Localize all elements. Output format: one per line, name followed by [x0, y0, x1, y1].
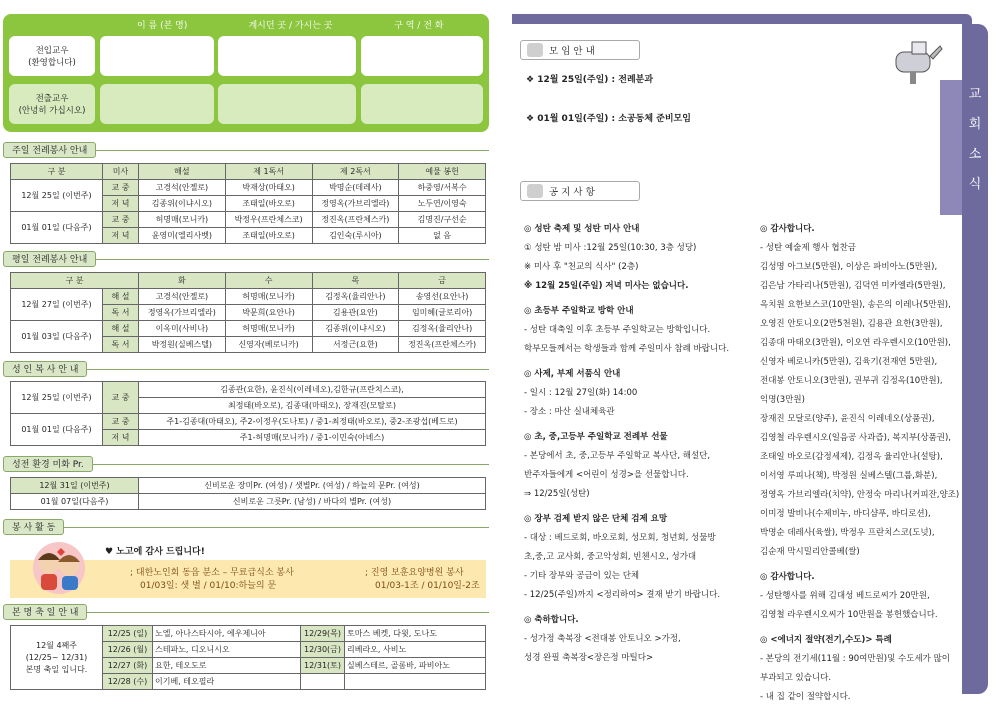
notice-line: - 일시 : 12월 27일(화) 14:00 [524, 388, 638, 398]
notice-line: 반주자들에게 <어린이 성경>을 선물합니다. [524, 470, 689, 480]
notice-line: 김종대 마태오(3만원), 이오연 라우렌시오(10만원), [760, 338, 951, 348]
notice-line: 박명순 데레사(육쌀), 박정우 프란치스코(도넛), [760, 528, 935, 538]
notice-line: - 성탄행사를 위해 김대성 베드로씨가 20만원, [760, 591, 930, 601]
communion-title: 성 인 복 사 안 내 [3, 361, 87, 377]
notice-line: 김순재 막시밀리안콜베(쌀) [760, 547, 860, 557]
service-banner [10, 540, 486, 598]
out-name-field[interactable] [100, 84, 214, 124]
notice-line: 김영철 라우렌시오씨가 10만원을 봉헌했습니다. [760, 610, 938, 620]
notice-line: 성경 완필 축복장<장은정 마틸다> [524, 653, 654, 663]
notice-line: ◎ 장부 검제 받지 않은 단체 검제 요망 [524, 514, 668, 524]
notice-line: ◎ <에너지 절약(전기,수도)> 특례 [760, 635, 892, 645]
out-place-field[interactable] [218, 84, 356, 124]
notice-right-column [760, 220, 960, 707]
notice-line: - 장소 : 마산 실내체육관 [524, 407, 615, 417]
feast-title: 본 명 축 일 안 내 [3, 604, 87, 620]
service-right-line2: 01/03-1조 / 01/10일-2조 [375, 581, 480, 591]
meeting-header: 모 임 안 내 [520, 40, 640, 60]
notice-line: - 성탄 예술제 행사 협찬금 [760, 243, 856, 253]
out-label-box: 전출교우 (안녕히 가십시오) [9, 84, 95, 124]
notice-line: ⇒ 12/25일(성탄) [524, 489, 590, 499]
service-title: 봉 사 활 동 [3, 519, 64, 535]
notice-line: 조태일 바오로(감정세제), 김정옥 율리안나(설탕), [760, 452, 943, 462]
notice-line: - 본당에서 초, 중,고등부 주일학교 복사단, 해설단, [524, 451, 711, 461]
in-label-box: 전입교우 (환영합니다) [9, 36, 95, 76]
weekday-table: 구 분 화 수 목 금 12월 27일 (이번주) 해 설 고경석(안젤로) 허명매(모니카) 김정옥(율리안나) 송영선(요안나) 독 서 정영옥(가브리엘라) 박문희(요안나) 김용관(요안) 임미혜(글로리아) 01월 03일 (다음주) 해 설 이옥미(사비나) 허명매(모니카) 김종위(이냐시오) 김정옥(율리안나) 독 서 박정원(실베스텔) 신영자(베로니카) 서정근(요한) 정진옥(프란체스카) [10, 272, 486, 353]
notice-header: 공 지 사 항 [520, 181, 640, 201]
bulletin-vertical-title: 교 회 소 식 [968, 87, 982, 192]
notice-line: 김은남 가타리나(5만원), 김덕연 미카엘라(5만원), [760, 281, 946, 291]
notice-left-column [524, 220, 756, 668]
sunday-table: 구 분 미사 해설 제 1독서 제 2독서 예물 봉헌 12월 25일 (이번주) 교 중 고경석(안젤로) 박재상(마태오) 박명순(데레사) 하중영/서복수 저 녁 김종위(이냐시오) 조태일(바오로) 정영옥(가브리엘라) 노두연/이영숙 01월 01일 (다음주) 교 중 허명매(모니카) 박정우(프란체스코) 정진옥(프란체스카) 김명진/구선순 저 녁 윤영미(엘리사벳) 조태일(바오로) 김인숙(루시아) 없 음 [10, 163, 486, 244]
notice-line: - 성탄 대축일 이후 초등부 주일학교는 방학입니다. [524, 325, 711, 335]
bulletin-top-bar [512, 14, 972, 24]
meeting-item-2: ❖ 01월 01일(주일) : 소공동체 준비모임 [526, 114, 691, 124]
meeting-item-1: ❖ 12월 25일(주일) : 전례분과 [526, 75, 654, 85]
notice-line: 이서영 루피나(책), 박정원 실베스텔(그룹,화분), [760, 471, 938, 481]
header-name: 이 름 (본 명) [136, 21, 188, 31]
service-right-line1: ; 진영 보훈요양병원 봉사 [365, 568, 464, 578]
notice-line: - 기타 장부와 공금이 있는 단체 [524, 571, 640, 581]
weekday-title: 평일 전례봉사 안내 [3, 251, 96, 267]
newcomer-panel [3, 14, 489, 132]
notice-line: - 내 집 같이 절약합시다. [760, 692, 851, 702]
notice-line: 전대봉 안토니오(3만원), 권부귀 김정옥(10만원), [760, 376, 943, 386]
header-place: 계시던 곳 / 가시는 곳 [248, 21, 333, 31]
in-place-field[interactable] [218, 36, 356, 76]
notice-line: 정영옥 가브리엘라(치약), 안정숙 마리나(커피잔,양조) [760, 490, 960, 500]
service-left-line1: ; 대한노인회 동읍 분소 – 무료급식소 봉사 [130, 568, 294, 578]
communion-table: 12월 25일 (이번주) 교 중 김종관(요한), 윤진식(이레네오),김한규(프란치스코), 최정태(바오로), 김종대(마태오), 장재진(모탈로) 01월 01일 (다음주) 교 중 주1-김종대(마태오), 주2-이정우(도나토) / 중1-최정태(바오로), 중2-조광섭(베드로) 저 녁 주1-허명매(모니카) / 중1-이민숙(아녜스) [10, 381, 486, 446]
volunteer-illustration [24, 538, 94, 596]
feast-table: 12월 4째주 (12/25~ 12/31) 본명 축일 입니다. 12/25 (일) 노엘, 아나스타시아, 에우제니아 12/29(목) 토마스 베켓, 다윗, 도나도 12/26 (월) 스테파노, 디오니시오 12/30(금) 리베라오, 사비노 12/27 (화) 요한, 테오도로 12/31(토) 실베스테르, 골롬바, 파비아노 12/28 (수) 이기베, 테오필라 [10, 625, 486, 690]
notice-line: ※ 12월 25일(주일) 저녁 미사는 없습니다. [524, 281, 689, 291]
notice-line: 오영진 안토니오(2만5천원), 김용관 요한(3만원), [760, 319, 943, 329]
mailbox-icon [890, 34, 946, 86]
notice-line: - 12/25(주일)까지 <정리하여> 결재 받기 바랍니다. [524, 590, 721, 600]
notice-line: 김성명 아그보(5만원), 이상은 파비아노(5만원), [760, 262, 938, 272]
in-area-field[interactable] [361, 36, 483, 76]
service-left-line2: 01/03일: 샛 별 / 01/10:하늘의 문 [140, 581, 277, 591]
notice-line: ◎ 축하합니다. [524, 615, 579, 625]
notice-line: ◎ 초등부 주일학교 방학 안내 [524, 306, 634, 316]
notice-line: 익명(3만원) [760, 395, 805, 405]
notice-line: ◎ 감사합니다. [760, 224, 815, 234]
notice-line: - 성가정 축복장 <전대봉 안토니오 >가정, [524, 634, 681, 644]
header-area: 구 역 / 전 화 [394, 21, 444, 31]
notice-line: 신영자 베로니카(5만원), 김육기(전재연 5만원), [760, 357, 938, 367]
notice-line: ◎ 성탄 축제 및 성탄 미사 안내 [524, 224, 640, 234]
sunday-title: 주일 전례봉사 안내 [3, 142, 96, 158]
notice-line: ① 성탄 밤 미사 :12월 25일(10:30, 3층 성당) [524, 243, 697, 253]
notice-line: 학부모들께서는 학생들과 함께 주일미사 참례 바랍니다. [524, 344, 730, 354]
notice-line: - 대상 : 베드로회, 바오로회, 성모회, 청년회, 성물방 [524, 533, 716, 543]
service-thanks: ♥ 노고에 감사 드립니다! [105, 547, 205, 557]
notice-line: ※ 미사 후 "천교의 식사" (2층) [524, 262, 639, 272]
notice-line: - 본당의 전기세(11월 : 90여만원)및 수도세가 많이 [760, 654, 950, 664]
pr-table: 12월 31일 (이번주) 신비로운 장미Pr. (여성) / 샛별Pr. (여성) / 하늘의 문Pr. (여성) 01월 07일(다음주) 신비로운 그릇Pr. (남성) / 바다의 별Pr. (여성) [10, 477, 486, 510]
notice-line: 장재진 모달로(양주), 윤진식 이레네오(상품권), [760, 414, 935, 424]
pr-title: 성전 환경 미화 Pr. [3, 456, 93, 472]
notice-line: ◎ 감사합니다. [760, 572, 815, 582]
notice-line: 이미정 발비나(수제비누, 바디샴푸, 바디로션), [760, 509, 931, 519]
notice-line: ◎ 사제, 부제 서품식 안내 [524, 369, 621, 379]
out-area-field[interactable] [361, 84, 483, 124]
notice-line: 초,중,고 교사회, 중고악성회, 빈첸시오, 성가대 [524, 552, 697, 562]
notice-line: 옥치원 요한보스코(10만원), 송은의 이레나(5만원), [760, 300, 951, 310]
meeting-icon [527, 43, 543, 57]
notice-line: 김영철 라우렌시오(일음공 사과즙), 복지부(상품권), [760, 433, 951, 443]
notice-line: 부과되고 있습니다. [760, 673, 832, 683]
in-name-field[interactable] [100, 36, 214, 76]
notice-icon [527, 184, 543, 198]
notice-line: ◎ 초, 중,고등부 주일학교 전례부 선물 [524, 432, 668, 442]
